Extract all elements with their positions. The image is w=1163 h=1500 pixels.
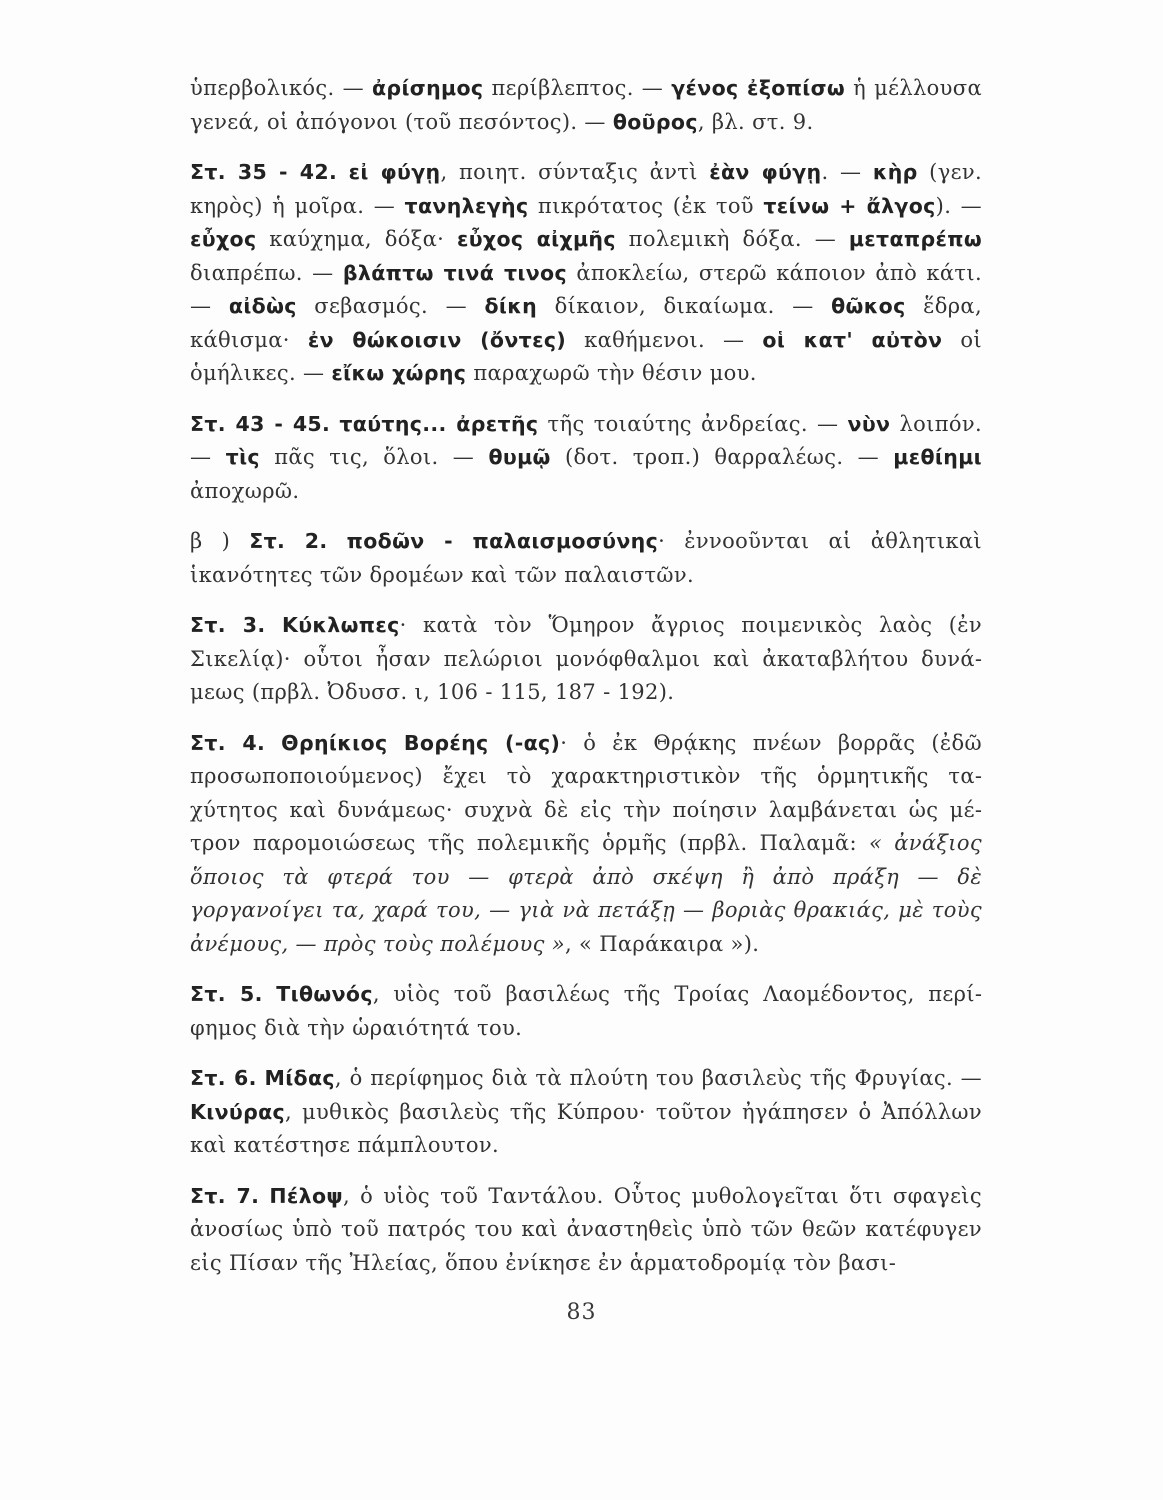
text-run: , « Παράκαιρα »). <box>564 931 760 956</box>
paragraph-st7 <box>190 1180 982 1281</box>
bold-term: Στ. 3. <box>190 613 266 637</box>
bold-term: ἐν θώκοισιν (ὄντες) <box>307 327 567 352</box>
text-run: (δοτ. τροπ.) θαρραλέως. — <box>550 445 894 469</box>
bold-term: Πέλοψ <box>269 1183 344 1208</box>
text-run <box>337 160 348 184</box>
text-run: πικρότατος (ἐκ τοῦ <box>528 193 764 218</box>
bold-term: εὖχος αἰχμῆς <box>456 227 616 251</box>
text-run: οἱ ὁμήλικες. — <box>190 327 982 385</box>
bold-term: Στ. 7. <box>190 1183 260 1208</box>
text-run: παραχωρῶ τὴν θέσιν μου. <box>466 361 757 385</box>
commentary-text <box>190 72 982 1280</box>
bold-term: δίκη <box>484 294 538 318</box>
text-run: δίκαιον, δικαίωμα. — <box>537 294 832 318</box>
bold-term: Στ. 2. <box>249 529 328 553</box>
bold-term: Τιθωνός <box>276 982 373 1006</box>
text-run: περίβλεπτος. — <box>483 76 672 100</box>
bold-term: νὺν <box>847 411 891 436</box>
text-run: πᾶς τις, ὅλοι. — <box>259 445 489 469</box>
text-run <box>265 731 281 755</box>
bold-term: Μίδας <box>264 1066 335 1090</box>
text-run: β ) <box>190 529 250 553</box>
bold-term: θοῦρος <box>612 109 698 134</box>
bold-term: αἰδὼς <box>228 294 297 318</box>
bold-term: θυμῷ <box>488 445 551 469</box>
bold-term: εὖχος <box>190 227 257 251</box>
bold-term: μεταπρέπω <box>848 227 982 251</box>
bold-term: θῶκος <box>831 294 906 318</box>
text-run: · ἐννοοῦνται αἱ ἀθλητικαὶ ἱκανότητες τῶν δρομέων καὶ τῶν παλαιστῶν. <box>190 529 982 587</box>
bold-term: ἀρίσημος <box>371 76 484 100</box>
bold-term: εἴκω χώρης <box>331 361 467 385</box>
paragraph-intro <box>190 72 982 139</box>
bold-term: βλάπτω τινά τινος <box>342 260 567 285</box>
bold-term: τὶς <box>225 445 260 469</box>
page-number: 83 <box>566 1300 597 1325</box>
text-run: ἀποκλείω, στερῶ κάποιον ἀπὸ κάτι. — <box>190 260 983 318</box>
text-run: τῆς τοιαύτης ἀνδρείας. — <box>538 411 848 436</box>
text-run: , βλ. στ. 9. <box>697 109 814 134</box>
text-run <box>266 613 282 637</box>
text-run <box>328 529 347 553</box>
text-run: , ὁ υἱὸς τοῦ Ταντάλου. Οὗτος μυθολογεῖται ὅτι σφαγεὶς ἀνοσίως ὑπὸ τοῦ πατρός του καὶ ἀναστηθεὶς ὑπὸ τῶν θεῶν κατέφυγεν εἰς Πίσαν τῆς Ἠλείας, ὅπου ἐνίκησε ἐν ἁρματοδρομίᾳ τὸν βασι- <box>190 1183 982 1275</box>
bold-term: γένος ἐξοπίσω <box>671 76 846 100</box>
text-run <box>263 982 277 1006</box>
bold-term: τείνω + ἄλγος <box>763 193 936 218</box>
bold-term: Κινύρας <box>190 1099 286 1124</box>
text-run: , υἱὸς τοῦ βασιλέως τῆς Τροίας Λαομέδοντος, περίφημος διὰ τὴν ὡραιότητά του. <box>190 982 982 1040</box>
paragraph-st35 <box>190 156 982 391</box>
text-run: (γεν. κηρὸς) ἡ μοῖρα. — <box>190 160 982 218</box>
text-run: · κατὰ τὸν Ὅμηρον ἄγριος ποιμενικὸς λαὸς (ἐν Σικελίᾳ)· οὗτοι ἦσαν πελώριοι μονόφθαλμοι καὶ ἀκαταβλήτου δυνάμεως (πρβλ. Ὀδυσσ. ι, 106 - 115, 187 - 192). <box>190 613 982 704</box>
text-run: ἕδρα, κάθισμα· <box>190 294 982 352</box>
bold-term: ἐὰν φύγῃ <box>709 160 822 184</box>
bold-term: Στ. 35 - 42. <box>190 160 338 184</box>
text-run: καθήμενοι. — <box>566 327 763 352</box>
bold-term: Στ. 6. <box>190 1066 257 1090</box>
text-run: , ποιητ. σύνταξις ἀντὶ <box>440 160 710 184</box>
text-run: , μυθικὸς βασιλεὺς τῆς Κύπρου· τοῦτον ἠγάπησεν ὁ Ἀπόλλων καὶ κατέστησε πάμπλουτον. <box>190 1099 982 1157</box>
quotation-text: « ἀνάξιος ὅποιος τὰ φτερά του — φτερὰ ἀπὸ σκέψη ἢ ἀπὸ πράξη — δὲ γοργανοίγει τα, χαρά του, — γιὰ νὰ πετάξῃ — βοριὰς θρακιάς, μὲ τοὺς ἀνέμους, — πρὸς τοὺς πολέμους » <box>190 831 982 956</box>
paragraph-st5 <box>190 978 982 1045</box>
text-run: διαπρέπω. — <box>190 260 343 285</box>
text-run: σεβασμός. — <box>296 294 485 318</box>
bold-term: τανηλεγὴς <box>404 193 529 218</box>
bold-term: οἱ κατ' αὐτὸν <box>762 327 943 352</box>
text-run: λοιπόν. — <box>190 411 982 469</box>
bold-term: Θρηίκιος Βορέης (-ας) <box>281 730 561 755</box>
bold-term: Κύκλωπες <box>281 613 400 637</box>
bold-term: Στ. 4. <box>190 730 266 755</box>
bold-term: εἰ φύγῃ <box>348 160 441 184</box>
bold-term: κὴρ <box>872 160 918 184</box>
text-run <box>330 412 339 436</box>
bold-term: Στ. 43 - 45. <box>190 411 331 436</box>
text-run: . — <box>821 160 873 184</box>
bold-term: μεθίημι <box>893 445 982 469</box>
text-run: καύχημα, δόξα· <box>256 227 457 251</box>
text-run: · ὁ ἐκ Θρᾴκης πνέων βορρᾶς (ἐδῶ προσωποποιούμενος) ἔχει τὸ χαρακτηριστικὸν τῆς ὁρμητικῆς ταχύτητος καὶ δυνάμεως· συχνὰ δὲ εἰς τὴν ποίησιν λαμβάνεται ὡς μέτρον παρομοιώσεως τῆς πολεμικῆς ὁρμῆς (πρβλ. Παλαμᾶ: <box>190 730 982 855</box>
bold-term: Στ. 5. <box>190 982 263 1006</box>
text-run: ἀποχωρῶ. <box>190 478 300 503</box>
text-run: πολεμικὴ δόξα. — <box>615 227 849 251</box>
text-run: ). — <box>935 193 982 218</box>
paragraph-st4 <box>190 727 982 962</box>
text-run: ὑπερβολικός. — <box>190 76 372 100</box>
bold-term: ταύτης... ἀρετῆς <box>339 411 539 436</box>
paragraph-st43 <box>190 408 982 509</box>
paragraph-st3 <box>190 609 982 710</box>
paragraph-st6 <box>190 1062 982 1163</box>
text-run: ἡ μέλλουσα γενεά, οἱ ἀπόγονοι (τοῦ πεσόντος). — <box>190 76 983 134</box>
text-run <box>259 1184 269 1208</box>
bold-term: ποδῶν - παλαισμοσύνης <box>346 529 659 553</box>
paragraph-beta <box>190 525 982 592</box>
text-run: , ὁ περίφημος διὰ τὰ πλούτη του βασιλεὺς τῆς Φρυγίας. — <box>334 1066 982 1090</box>
